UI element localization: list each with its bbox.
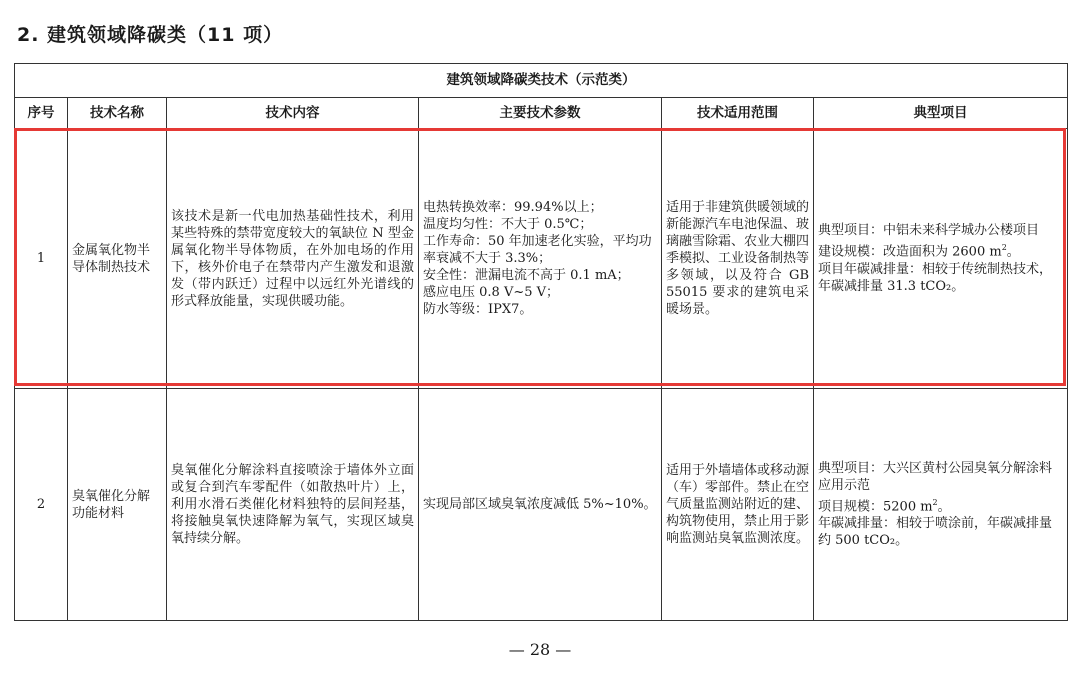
param-line: 电热转换效率：99.94%以上；: [423, 200, 603, 215]
technology-table: [14, 63, 1068, 621]
typical-project: [814, 129, 1068, 389]
tech-content: 臭氧催化分解涂料直接喷涂于墙体外立面或复合到汽车零配件（如散热叶片）上，利用水滑石类催化材料独特的层间羟基，将接触臭氧快速降解为氧气，实现区域臭氧持续分解。: [167, 389, 419, 621]
project-line: 建设规模：改造面积为 2600 $m^2$。: [818, 243, 1020, 260]
param-line: 工作寿命：50 年加速老化实验，平均功率衰减不大于 3.3%；: [423, 234, 652, 266]
typical-project: [814, 389, 1068, 621]
col-header-project: 典型项目: [814, 98, 1068, 129]
table-title: 建筑领域降碳类技术（示范类）: [15, 64, 1068, 98]
section-heading: 2. 建筑领域降碳类（11 项）: [17, 24, 284, 46]
table-row: [15, 129, 1068, 389]
col-header-scope: 技术适用范围: [662, 98, 814, 129]
tech-name: 臭氧催化分解功能材料: [68, 389, 167, 621]
page-number: — 28 —: [508, 640, 572, 659]
param-line: 实现局部区域臭氧浓度减低 5%~10%。: [423, 497, 657, 512]
col-header-params: 主要技术参数: [419, 98, 662, 129]
col-header-name: 技术名称: [68, 98, 167, 129]
tech-name: 金属氧化物半导体制热技术: [68, 129, 167, 389]
col-header-content: 技术内容: [167, 98, 419, 129]
row-number: 1: [15, 129, 68, 389]
project-line: 年碳减排量：相较于喷涂前，年碳减排量约 500 tCO₂。: [818, 516, 1053, 549]
param-line: 温度均匀性：不大于 0.5℃；: [423, 217, 593, 232]
tech-scope: 适用于外墙墙体或移动源（车）零部件。禁止在空气质量监测站附近的建、构筑物使用，禁止用于影响监测站臭氧监测浓度。: [662, 389, 814, 621]
project-line: 典型项目：大兴区黄村公园臭氧分解涂料应用示范: [818, 460, 1053, 493]
param-line: 防水等级：IPX7。: [423, 302, 533, 317]
param-line: 感应电压 0.8 V~5 V；: [423, 285, 560, 300]
param-line: 安全性：泄漏电流不高于 0.1 mA；: [423, 268, 630, 283]
project-line: 项目规模：5200 $m^2$。: [818, 497, 951, 515]
table-row: [15, 389, 1068, 621]
tech-params: [419, 389, 662, 621]
tech-scope: 适用于非建筑供暖领域的新能源汽车电池保温、玻璃融雪除霜、农业大棚四季模拟、工业设备制热等多领域，以及符合 GB 55015 要求的建筑电采暖场景。: [662, 129, 814, 389]
col-header-no: 序号: [15, 98, 68, 129]
tech-content: 该技术是新一代电加热基础性技术，利用某些特殊的禁带宽度较大的氧缺位 N 型金属氧化物半导体物质，在外加电场的作用下，核外价电子在禁带内产生激发和退激发（带内跃迁）过程中以远红外光谱线的形式释放能量，实现供暖功能。: [167, 129, 419, 389]
project-line: 典型项目：中铝未来科学城办公楼项目: [818, 223, 1040, 239]
row-number: 2: [15, 389, 68, 621]
tech-params: [419, 129, 662, 389]
project-line: 项目年碳减排量：相较于传统制热技术，年碳减排量 31.3 tCO₂。: [818, 261, 1053, 294]
